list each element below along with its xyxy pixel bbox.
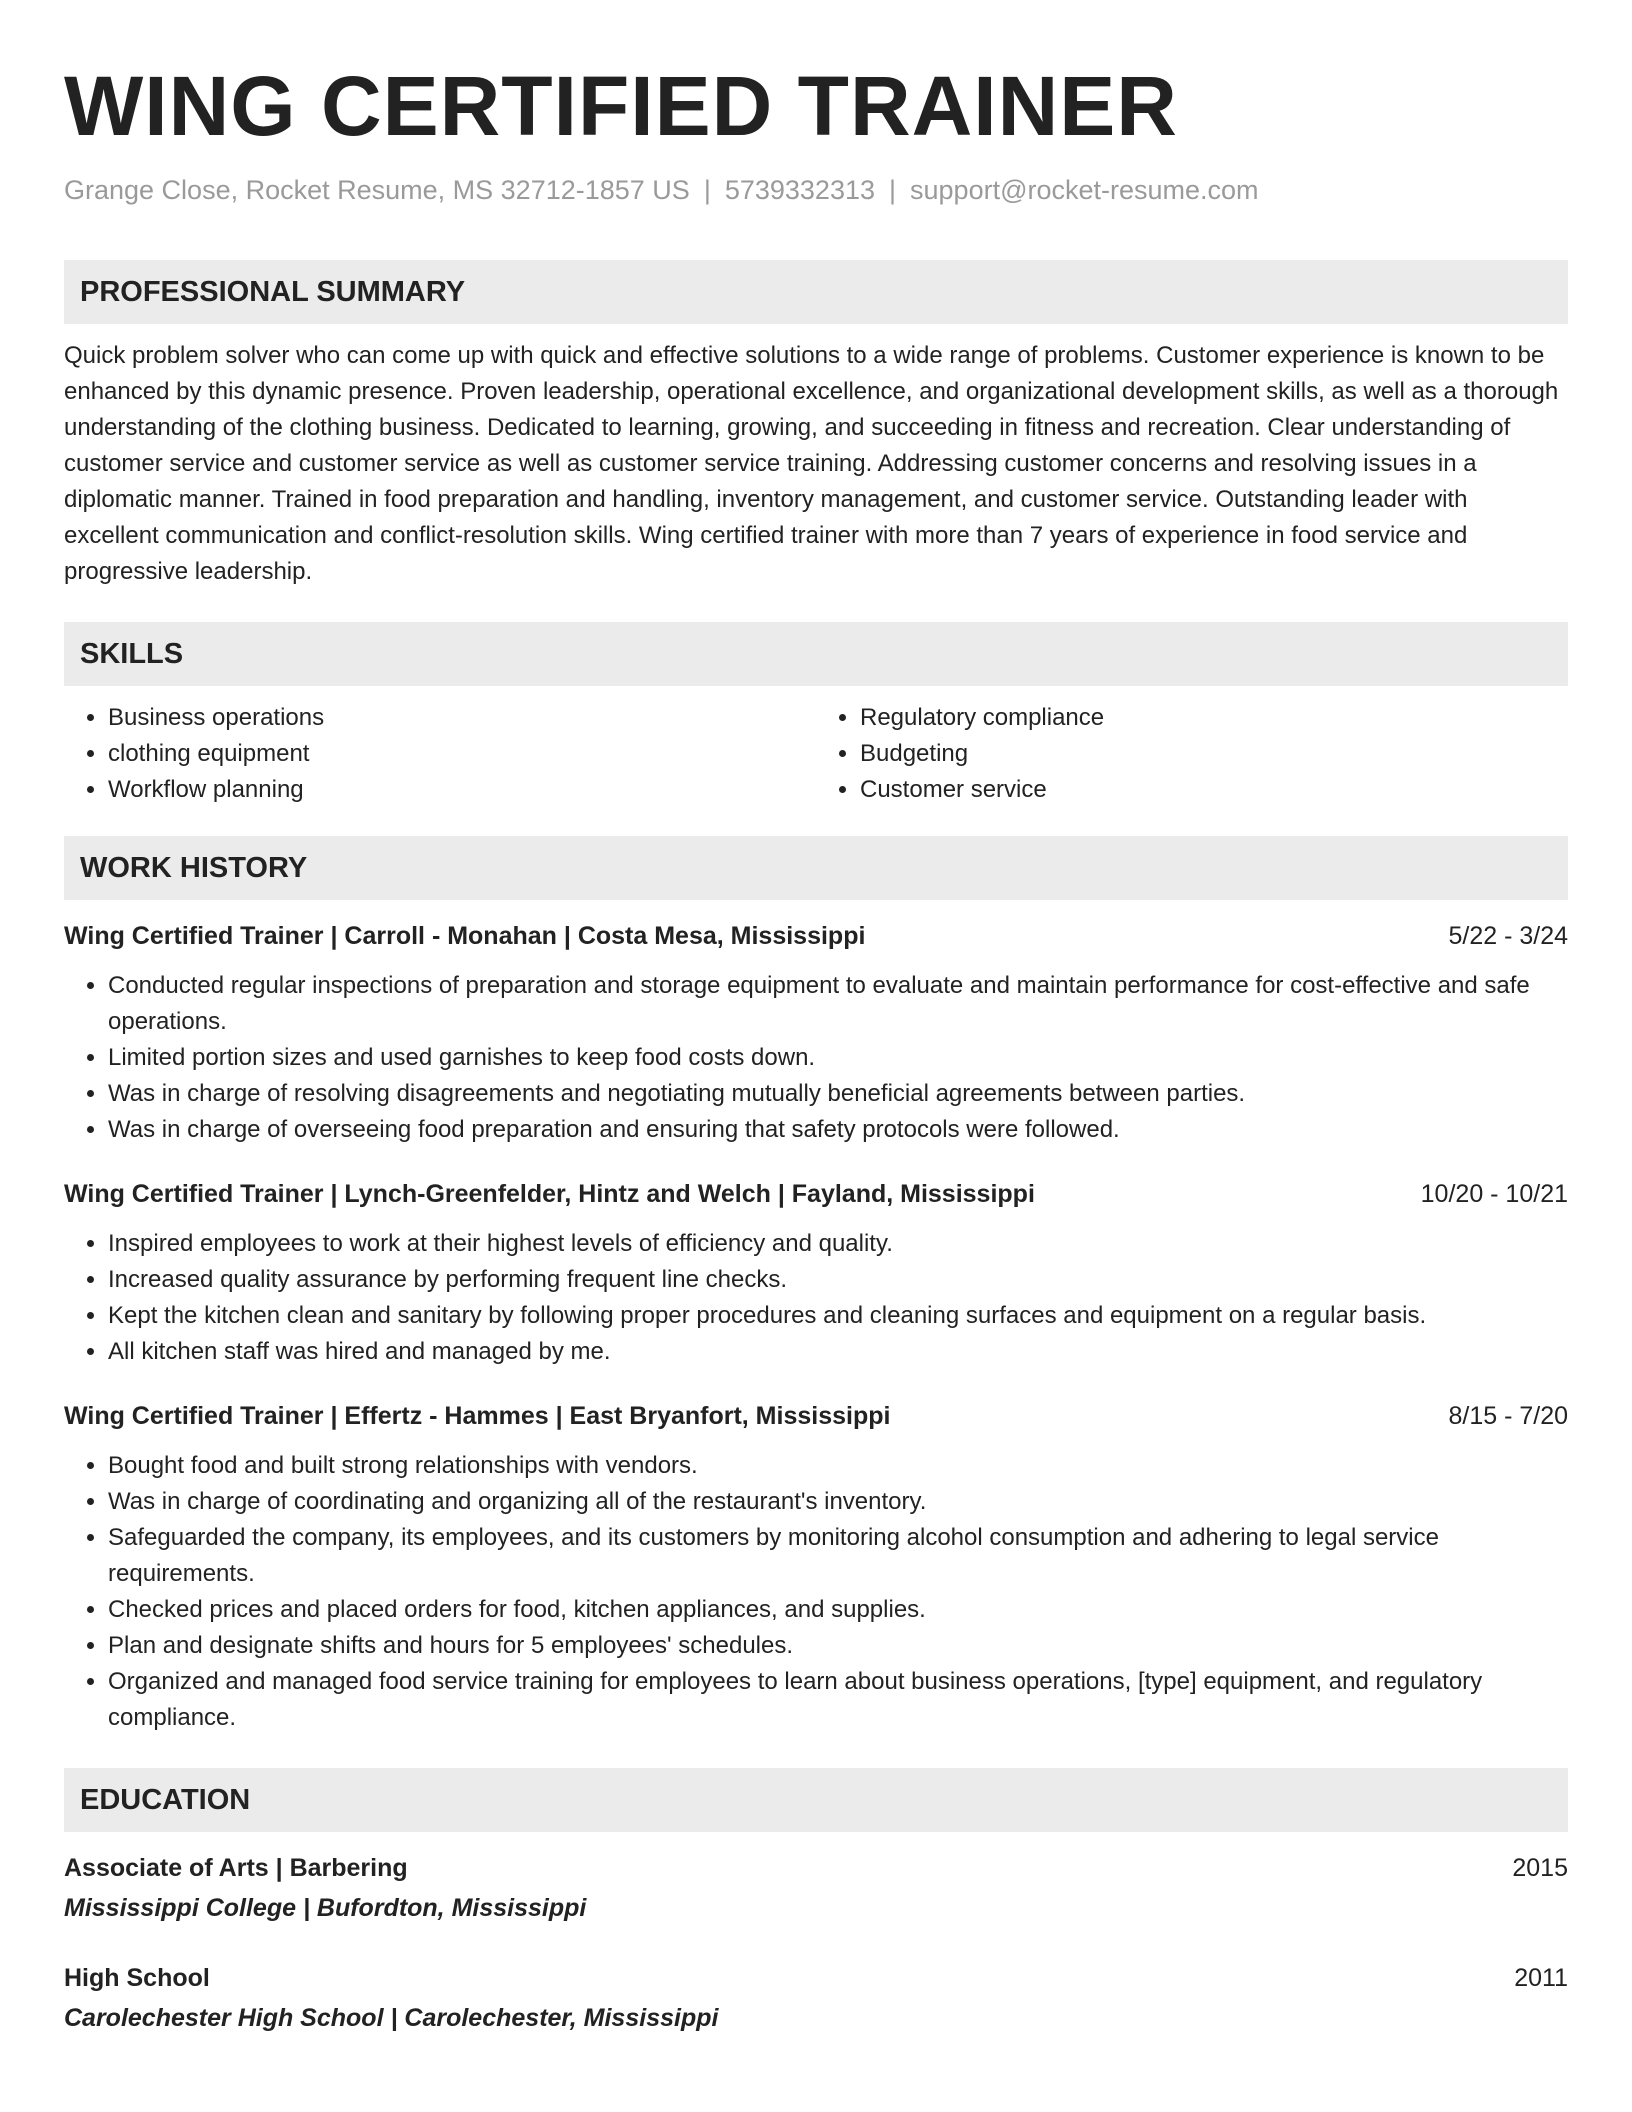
job-entry — [64, 918, 1568, 1148]
job-bullets — [64, 1448, 1568, 1736]
job-bullets — [64, 1226, 1568, 1370]
job-dates: 8/15 - 7/20 — [1448, 1402, 1568, 1430]
skill-item: • Budgeting — [860, 736, 1568, 772]
job-bullet: • Inspired employees to work at their highest levels of efficiency and quality. — [108, 1226, 1568, 1262]
job-bullet: • Organized and managed food service training for employees to learn about business operations, [type] equipment, and regulatory compliance. — [108, 1664, 1568, 1736]
skills-list — [64, 700, 1568, 808]
education-entry — [64, 1850, 1568, 1926]
job-dates: 5/22 - 3/24 — [1448, 922, 1568, 950]
job-bullet: • Plan and designate shifts and hours for 5 employees' schedules. — [108, 1628, 1568, 1664]
job-entry — [64, 1176, 1568, 1370]
job-bullet: • Checked prices and placed orders for food, kitchen appliances, and supplies. — [108, 1592, 1568, 1628]
skill-item: • Customer service — [860, 772, 1568, 808]
education-year: 2011 — [1514, 1964, 1568, 1992]
job-bullet: • Was in charge of coordinating and organizing all of the restaurant's inventory. — [108, 1484, 1568, 1520]
contact-separator: | — [889, 175, 897, 205]
skill-item: • Workflow planning — [108, 772, 816, 808]
section-heading-skills: SKILLS — [64, 622, 1568, 686]
skill-item: • Regulatory compliance — [860, 700, 1568, 736]
job-bullet: • Limited portion sizes and used garnishes to keep food costs down. — [108, 1040, 1568, 1076]
section-heading-work-history: WORK HISTORY — [64, 836, 1568, 900]
candidate-name: WING CERTIFIED TRAINER — [64, 59, 1178, 153]
job-dates: 10/20 - 10/21 — [1420, 1180, 1568, 1208]
education-school: Carolechester High School | Carolechester, Mississippi — [64, 2004, 719, 2032]
job-bullet: • Conducted regular inspections of preparation and storage equipment to evaluate and maintain performance for cost-effective and safe operations. — [108, 968, 1568, 1040]
education-degree: Associate of Arts | Barbering — [64, 1854, 408, 1882]
education-year: 2015 — [1512, 1854, 1568, 1882]
job-bullet: • Was in charge of overseeing food preparation and ensuring that safety protocols were followed. — [108, 1112, 1568, 1148]
skills-column-left — [64, 700, 816, 808]
job-title: Wing Certified Trainer | Effertz - Hammes | East Bryanfort, Mississippi — [64, 1402, 891, 1430]
skill-item: • Business operations — [108, 700, 816, 736]
skills-column-right — [816, 700, 1568, 808]
summary-text: Quick problem solver who can come up with quick and effective solutions to a wide range of problems. Customer experience is known to be enhanced by this dynamic presence. Proven leadership, operational excellence, and organizational development skills, as well as a thorough understanding of the clothing business. Dedicated to learning, growing, and succeeding in fitness and recreation. Clear understanding of customer service and customer service as well as customer service training. Addressing customer concerns and resolving issues in a diplomatic manner. Trained in food preparation and handling, inventory management, and customer service. Outstanding leader with excellent communication and conflict-resolution skills. Wing certified trainer with more than 7 years of experience in food service and progressive leadership. — [64, 342, 1559, 585]
contact-phone: 5739332313 — [724, 175, 875, 205]
contact-address: Grange Close, Rocket Resume, MS 32712-1857 US — [64, 175, 690, 205]
job-bullet: • Kept the kitchen clean and sanitary by following proper procedures and cleaning surfaces and equipment on a regular basis. — [108, 1298, 1568, 1334]
job-bullet: • Safeguarded the company, its employees, and its customers by monitoring alcohol consumption and adhering to legal service requirements. — [108, 1520, 1568, 1592]
job-entry — [64, 1398, 1568, 1736]
job-title: Wing Certified Trainer | Carroll - Monahan | Costa Mesa, Mississippi — [64, 922, 866, 950]
job-bullet: • Bought food and built strong relationships with vendors. — [108, 1448, 1568, 1484]
job-bullet: • Was in charge of resolving disagreements and negotiating mutually beneficial agreements between parties. — [108, 1076, 1568, 1112]
skill-item: • clothing equipment — [108, 736, 816, 772]
section-heading-education: EDUCATION — [64, 1768, 1568, 1832]
contact-line — [64, 172, 1568, 208]
section-heading-summary: PROFESSIONAL SUMMARY — [64, 260, 1568, 324]
job-bullets — [64, 968, 1568, 1148]
contact-email: support@rocket-resume.com — [910, 175, 1259, 205]
contact-separator: | — [703, 175, 711, 205]
job-bullet: • Increased quality assurance by performing frequent line checks. — [108, 1262, 1568, 1298]
education-school: Mississippi College | Bufordton, Mississippi — [64, 1894, 587, 1922]
education-degree: High School — [64, 1964, 210, 1992]
job-title: Wing Certified Trainer | Lynch-Greenfelder, Hintz and Welch | Fayland, Mississippi — [64, 1180, 1035, 1208]
education-entry — [64, 1960, 1568, 2036]
job-bullet: • All kitchen staff was hired and managed by me. — [108, 1334, 1568, 1370]
